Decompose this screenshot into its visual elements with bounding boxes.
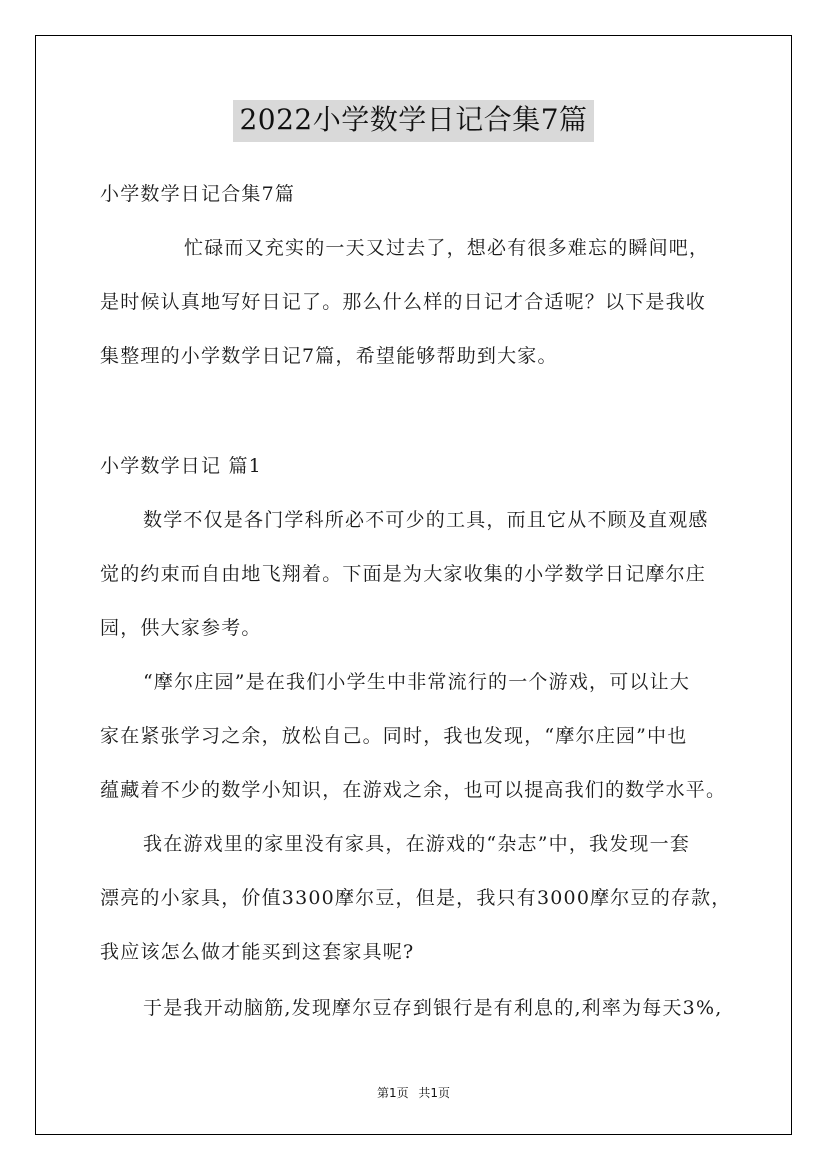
body-line-4: “摩尔庄园”是在我们小学生中非常流行的一个游戏，可以让大 bbox=[143, 671, 691, 693]
body-line-8: 漂亮的小家具，价值3300摩尔豆，但是，我只有3000摩尔豆的存款， bbox=[100, 887, 732, 909]
section-heading: 小学数学日记 篇1 bbox=[100, 455, 262, 477]
body-line-3: 园，供大家参考。 bbox=[100, 617, 262, 639]
intro-line-3: 集整理的小学数学日记7篇，希望能够帮助到大家。 bbox=[100, 345, 558, 367]
body-line-1: 数学不仅是各门学科所必不可少的工具，而且它从不顾及直观感 bbox=[143, 509, 709, 531]
body-line-9: 我应该怎么做才能买到这套家具呢? bbox=[100, 941, 415, 963]
page-number-total: 共1页 bbox=[418, 1086, 451, 1100]
body-line-2: 觉的约束而自由地飞翔着。下面是为大家收集的小学数学日记摩尔庄 bbox=[100, 563, 707, 585]
page-footer bbox=[0, 1085, 827, 1101]
intro-line-1: 忙碌而又充实的一天又过去了，想必有很多难忘的瞬间吧， bbox=[184, 237, 710, 259]
body-line-6: 蕴藏着不少的数学小知识，在游戏之余，也可以提高我们的数学水平。 bbox=[100, 779, 727, 801]
document-subtitle: 小学数学日记合集7篇 bbox=[100, 183, 296, 205]
page-number-current: 第1页 bbox=[376, 1086, 409, 1100]
body-line-7: 我在游戏里的家里没有家具，在游戏的“杂志”中，我发现一套 bbox=[143, 833, 691, 855]
intro-line-2: 是时候认真地写好日记了。那么什么样的日记才合适呢？以下是我收 bbox=[100, 291, 707, 313]
document-title: 2022小学数学日记合集7篇 bbox=[233, 100, 593, 142]
body-line-10: 于是我开动脑筋,发现摩尔豆存到银行是有利息的,利率为每天3%, bbox=[143, 997, 723, 1019]
body-line-5: 家在紧张学习之余，放松自己。同时，我也发现，“摩尔庄园”中也 bbox=[100, 725, 688, 747]
title-container bbox=[0, 100, 827, 142]
